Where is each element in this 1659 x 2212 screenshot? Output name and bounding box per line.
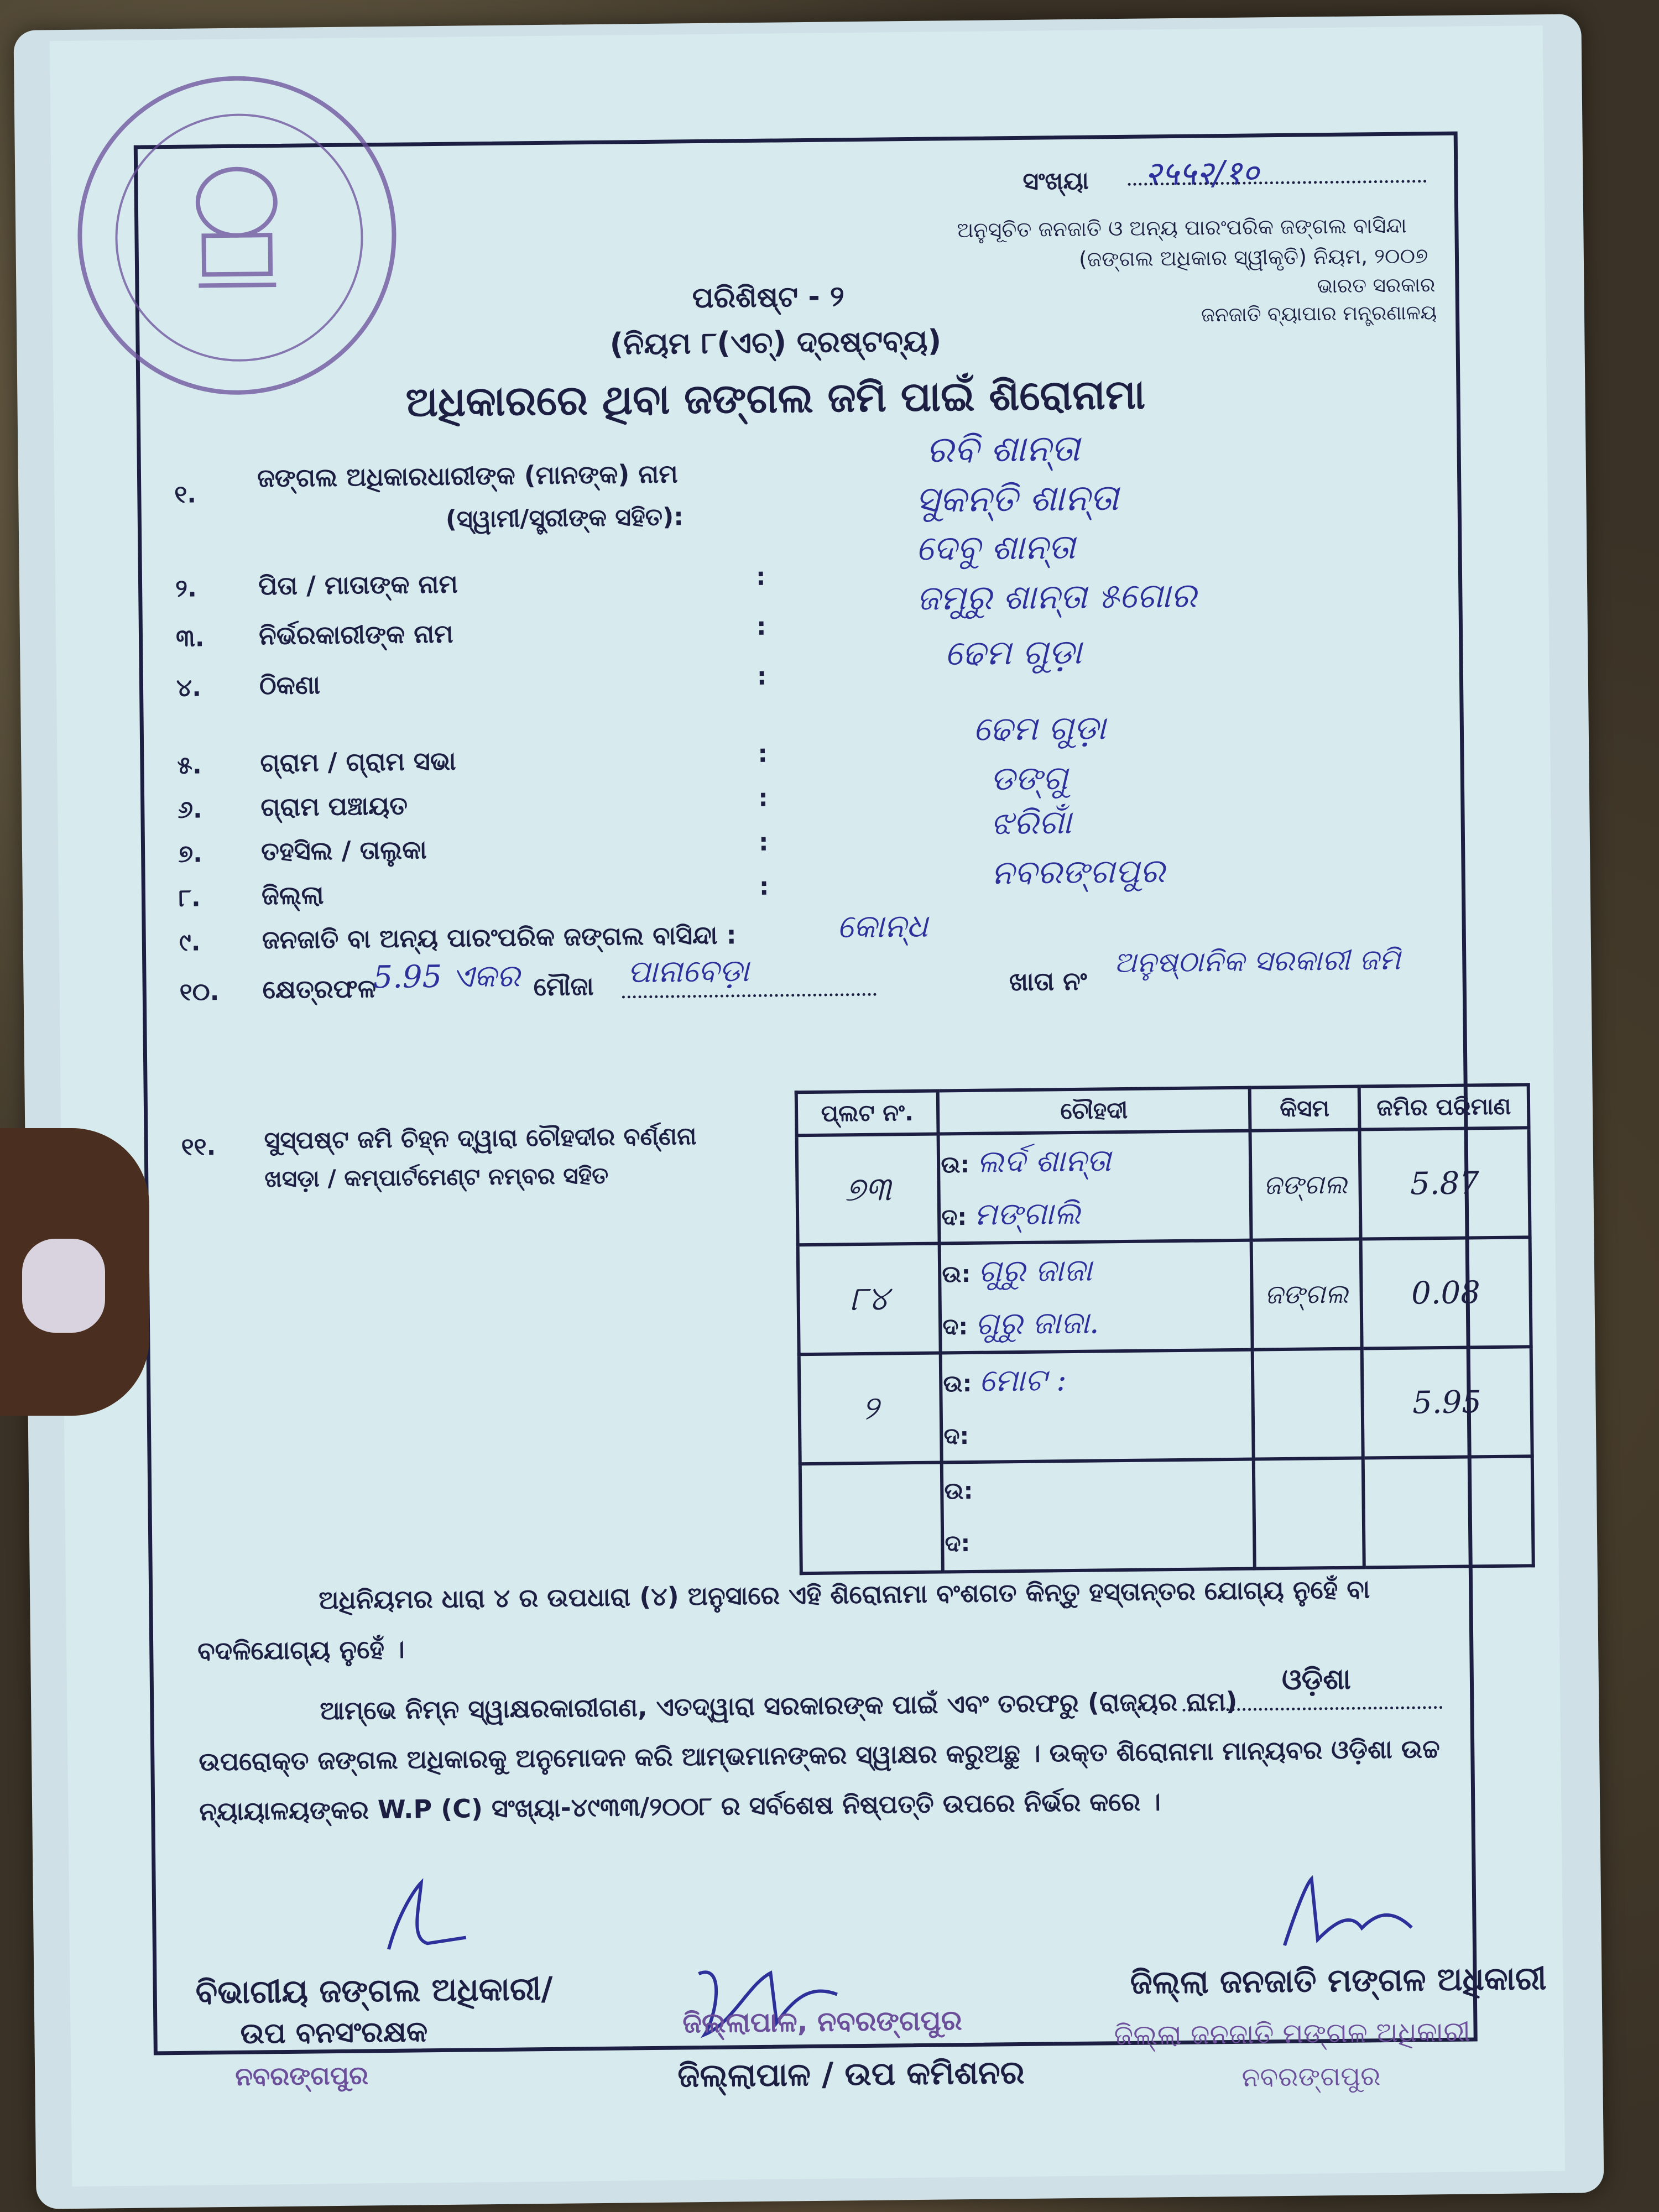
table-cell-plot: ୨ xyxy=(799,1353,942,1464)
field-colon: : xyxy=(758,784,769,812)
table-header-quantity: ଜମିର ପରିମାଣ xyxy=(1359,1084,1528,1129)
signatory-title-dfo: ବିଭାଗୀୟ ଜଙ୍ଗଲ ଅଧିକାରୀ/ xyxy=(195,1969,553,2011)
field-value-village: ଢେମ ଗୁଡ଼ା xyxy=(973,708,1107,749)
header-right-3: ଭାରତ ସରକାର xyxy=(1317,274,1436,298)
signatory-title-dtwo: ଜିଲ୍ଲା ଜନଜାତି ମଙ୍ଗଳ ଅଧିକାରୀ xyxy=(1130,1959,1547,2001)
field-number: ୧. xyxy=(174,480,197,509)
field-number: ୭. xyxy=(178,839,203,868)
mouza-dotted-line xyxy=(622,993,877,999)
boundary-north-label: ଉ: xyxy=(943,1369,972,1397)
document-border xyxy=(134,132,1547,2095)
signatory-stamp-dtwo: ଜିଲ୍ଲା ଜନଜାତି ମଙ୍ଗଳ ଅଧିକାରୀ xyxy=(1114,2015,1471,2052)
page-title: ଅଧିକାରରେ ଥିବା ଜଙ୍ଗଲ ଜମି ପାଇଁ ଶିରୋନାମା xyxy=(405,371,1146,426)
field-number: ୪. xyxy=(176,674,202,702)
field-value-district: ନବରଙ୍ଗପୁର xyxy=(991,852,1165,893)
table-cell-quantity: 5.87 xyxy=(1359,1128,1530,1239)
table-cell-type: ଜଙ୍ଗଲ xyxy=(1251,1239,1362,1350)
signatory-title-dcf: ଉପ ବନସଂରକ୍ଷକ xyxy=(240,2015,428,2051)
field-label-mouza: ମୌଜା xyxy=(533,971,594,1002)
field-number: ୯. xyxy=(179,928,201,957)
table-cell-boundary xyxy=(940,1240,1253,1353)
signatory-location-left: ନବରଙ୍ଗପୁର xyxy=(235,2060,369,2091)
table-cell-plot: ୮୪ xyxy=(798,1244,941,1355)
field-value-parent: ଦେବୁ ଶାନ୍ତା xyxy=(916,526,1076,568)
official-seal xyxy=(76,75,398,397)
signatory-stamp-collector: ଜିଲ୍ଲାପାଳ, ନବରଙ୍ଗପୁର xyxy=(682,2004,962,2039)
boundary-south-label: ଦ: xyxy=(941,1203,967,1231)
field-number: ୧୧. xyxy=(181,1133,216,1161)
table-header-type: କିସମ xyxy=(1250,1087,1359,1131)
field-number: ୫. xyxy=(177,751,202,780)
table-cell-plot xyxy=(800,1462,943,1573)
paragraph-approval: ଉପରୋକ୍ତ ଜଙ୍ଗଲ ଅଧିକାରକୁ ଅନୁମୋଦନ କରି ଆମ୍ଭମାନଙ୍କର ସ୍ୱାକ୍ଷର କରୁଅଛୁ । ଉକ୍ତ ଶିରୋନାମା ମାନ୍ୟବର ଓଡ଼ିଶା ଉଚ୍ଚ xyxy=(199,1734,1440,1777)
serial-value: २५५२/१० xyxy=(1144,153,1260,194)
field-label-khata: ଖାତା ନଂ xyxy=(1009,966,1087,997)
field-colon: : xyxy=(755,562,766,591)
boundary-north-label: ଉ: xyxy=(941,1150,970,1178)
boundary-south-label: ଦ: xyxy=(945,1529,971,1557)
boundary-south-label: ଦ: xyxy=(942,1312,968,1340)
document-page xyxy=(50,25,1565,2187)
paragraph-signatories: ଆମ୍ଭେ ନିମ୍ନ ସ୍ୱାକ୍ଷରକାରୀଗଣ, ଏତଦ୍ୱାରା ସରକାରଙ୍କ ପାଇଁ ଏବଂ ତରଫରୁ (ରାଜ୍ୟର ନାମ) xyxy=(320,1686,1238,1726)
field-value-dependents: ଜମୁରୁ ଶାନ୍ତା ୫ଗୋର xyxy=(916,575,1197,618)
table-header-boundary: ଚୌହଦୀ xyxy=(938,1088,1250,1134)
field-colon: : xyxy=(759,872,769,901)
boundary-north: ମୋଟ : xyxy=(979,1362,1067,1399)
table-row xyxy=(800,1456,1533,1573)
field-label-parent: ପିତା / ମାତାଙ୍କ ନାମ xyxy=(258,568,458,601)
table-cell-boundary xyxy=(941,1350,1254,1463)
paragraph-heritable: ଅଧିନିୟମର ଧାରା ୪ ର ଉପଧାରା (୪) ଅନୁସାରେ ଏହି ଶିରୋନାମା ବଂଶଗତ କିନ୍ତୁ ହସ୍ତାନ୍ତର ଯୋଗ୍ୟ ନୁହେଁ ବା xyxy=(319,1574,1370,1615)
field-colon: : xyxy=(758,739,768,768)
boundary-south: ମଙ୍ଗାଲି xyxy=(974,1195,1081,1233)
table-cell-quantity xyxy=(1363,1456,1533,1567)
field-value-area: 5.95 ଏକର xyxy=(373,958,520,996)
field-value-mouza: ପାନାବେଡ଼ା xyxy=(627,953,749,990)
hand xyxy=(0,1128,149,1416)
field-colon: : xyxy=(756,612,766,641)
state-name: ଓଡ଼ିଶା xyxy=(1281,1662,1352,1697)
table-row xyxy=(797,1128,1530,1245)
field-label-tahasil: ତହସିଲ / ତାଲୁକା xyxy=(260,834,427,867)
field-label-boundary: ସୁସ୍ପଷ୍ଟ ଜମି ଚିହ୍ନ ଦ୍ୱାରା ଚୌହଦୀର ବର୍ଣ୍ଣନା xyxy=(264,1122,697,1155)
field-value-tribe: କୋନ୍ଧ xyxy=(837,906,928,946)
emblem-icon xyxy=(175,158,299,302)
field-value-address: ଢେମ ଗୁଡ଼ା xyxy=(945,631,1082,674)
field-label-address: ଠିକଣା xyxy=(259,670,321,701)
signature-right xyxy=(1272,1867,1417,1957)
field-label-tribe: ଜନଜାତି ବା ଅନ୍ୟ ପାରଂପରିକ ଜଙ୍ଗଲ ବାସିନ୍ଦା : xyxy=(262,920,737,955)
field-colon: : xyxy=(757,662,767,691)
field-number: ୮. xyxy=(178,884,201,912)
annex-label: ପରିଶିଷ୍ଟ - ୨ xyxy=(692,280,845,315)
header-right-1: ଅନୁସୂଚିତ ଜନଜାତି ଓ ଅନ୍ୟ ପାରଂପରିକ ଜଙ୍ଗଲ ବାସିନ୍ଦା xyxy=(957,213,1407,243)
field-label-village: ଗ୍ରାମ / ଗ୍ରାମ ସଭା xyxy=(260,745,456,778)
table-cell-plot: ୭୩ xyxy=(797,1134,940,1245)
boundary-table xyxy=(795,1083,1535,1575)
paragraph-court: ନ୍ୟାୟାଳୟଙ୍କର W.P (C) ସଂଖ୍ୟା-୪୯୩୩/୨୦୦୮ ର ସର୍ବଶେଷ ନିଷ୍ପତ୍ତି ଉପରେ ନିର୍ଭର କରେ । xyxy=(199,1786,1161,1827)
field-value-holder-name: ରବି ଶାନ୍ତା xyxy=(926,426,1081,471)
table-cell-boundary xyxy=(938,1131,1251,1244)
boundary-north: ଗୁରୁ ଜାଜା xyxy=(978,1252,1093,1290)
field-number: ୨. xyxy=(175,574,197,603)
table-header-plot: ପ୍ଲଟ ନଂ. xyxy=(796,1091,938,1136)
boundary-north-label: ଉ: xyxy=(942,1260,971,1288)
boundary-south: ଗୁରୁ ଜାଜା. xyxy=(975,1305,1099,1342)
header-right-2: (ଜଙ୍ଗଲ ଅଧିକାର ସ୍ୱୀକୃତି) ନିୟମ, ୨୦୦୭ xyxy=(1078,243,1428,272)
field-colon: : xyxy=(758,828,769,857)
signatory-title-collector: ଜିଲ୍ଲାପାଳ / ଉପ କମିଶନର xyxy=(677,2053,1025,2095)
table-cell-quantity: 5.95 xyxy=(1361,1347,1532,1458)
table-cell-type: ଜଙ୍ଗଲ xyxy=(1250,1130,1361,1240)
boundary-south-label: ଦ: xyxy=(943,1422,969,1450)
thumbnail xyxy=(22,1239,105,1333)
rule-reference: (ନିୟମ ୮(ଏଚ୍) ଦ୍ରଷ୍ଟବ୍ୟ) xyxy=(609,323,942,362)
signatory-location-right: ନବରଙ୍ଗପୁର xyxy=(1241,2060,1381,2093)
table-row xyxy=(799,1347,1532,1464)
boundary-north-label: ଉ: xyxy=(944,1477,973,1505)
header-right-4: ଜନଜାତି ବ୍ୟାପାର ମନ୍ତ୍ରଣାଳୟ xyxy=(1201,301,1437,327)
field-number: ୧୦. xyxy=(179,978,220,1006)
table-row xyxy=(798,1237,1531,1354)
field-label-holder-name: ଜଙ୍ଗଲ ଅଧିକାରଧାରୀଙ୍କ (ମାନଙ୍କ) ନାମ xyxy=(257,458,679,493)
table-header-row xyxy=(796,1084,1529,1135)
signature-left xyxy=(366,1876,478,1960)
field-value-tahasil: ଝରିଗାଁ xyxy=(990,802,1072,843)
table-cell-type xyxy=(1254,1458,1364,1569)
field-value-khata: ଅନୁଷ୍ଠାନିକ ସରକାରୀ ଜମି xyxy=(1114,943,1401,980)
field-value-spouse-name: ସୁକନ୍ତି ଶାନ୍ତା xyxy=(915,476,1119,521)
paragraph-heritable-cont: ବଦଳିଯୋଗ୍ୟ ନୁହେଁ । xyxy=(197,1634,405,1666)
boundary-north: ଲର୍ଦ ଶାନ୍ତା xyxy=(977,1142,1112,1180)
field-number: ୬. xyxy=(178,795,202,824)
table-cell-boundary xyxy=(942,1459,1255,1572)
table-cell-quantity: 0.08 xyxy=(1360,1237,1531,1348)
field-number: ୩. xyxy=(175,624,205,653)
field-label-area: କ୍ଷେତ୍ରଫଳ xyxy=(262,973,377,1005)
field-label-dependents: ନିର୍ଭରକାରୀଙ୍କ ନାମ xyxy=(258,618,453,651)
field-label-panchayat: ଗ୍ରାମ ପଞ୍ଚାୟତ xyxy=(260,790,408,822)
serial-label: ସଂଖ୍ୟା xyxy=(1022,166,1089,196)
field-value-panchayat: ଡଙ୍ଗୁ xyxy=(990,759,1068,799)
table-cell-type xyxy=(1253,1349,1363,1459)
field-label-district: ଜିଲ୍ଲା xyxy=(261,880,324,911)
field-label-khasra: ଖସଡ଼ା / କମ୍ପାର୍ଟମେଣ୍ଟ ନମ୍ବର ସହିତ xyxy=(264,1161,609,1193)
field-label-holder-spouse: (ସ୍ୱାମୀ/ସ୍ତ୍ରୀଙ୍କ ସହିତ): xyxy=(445,503,684,534)
